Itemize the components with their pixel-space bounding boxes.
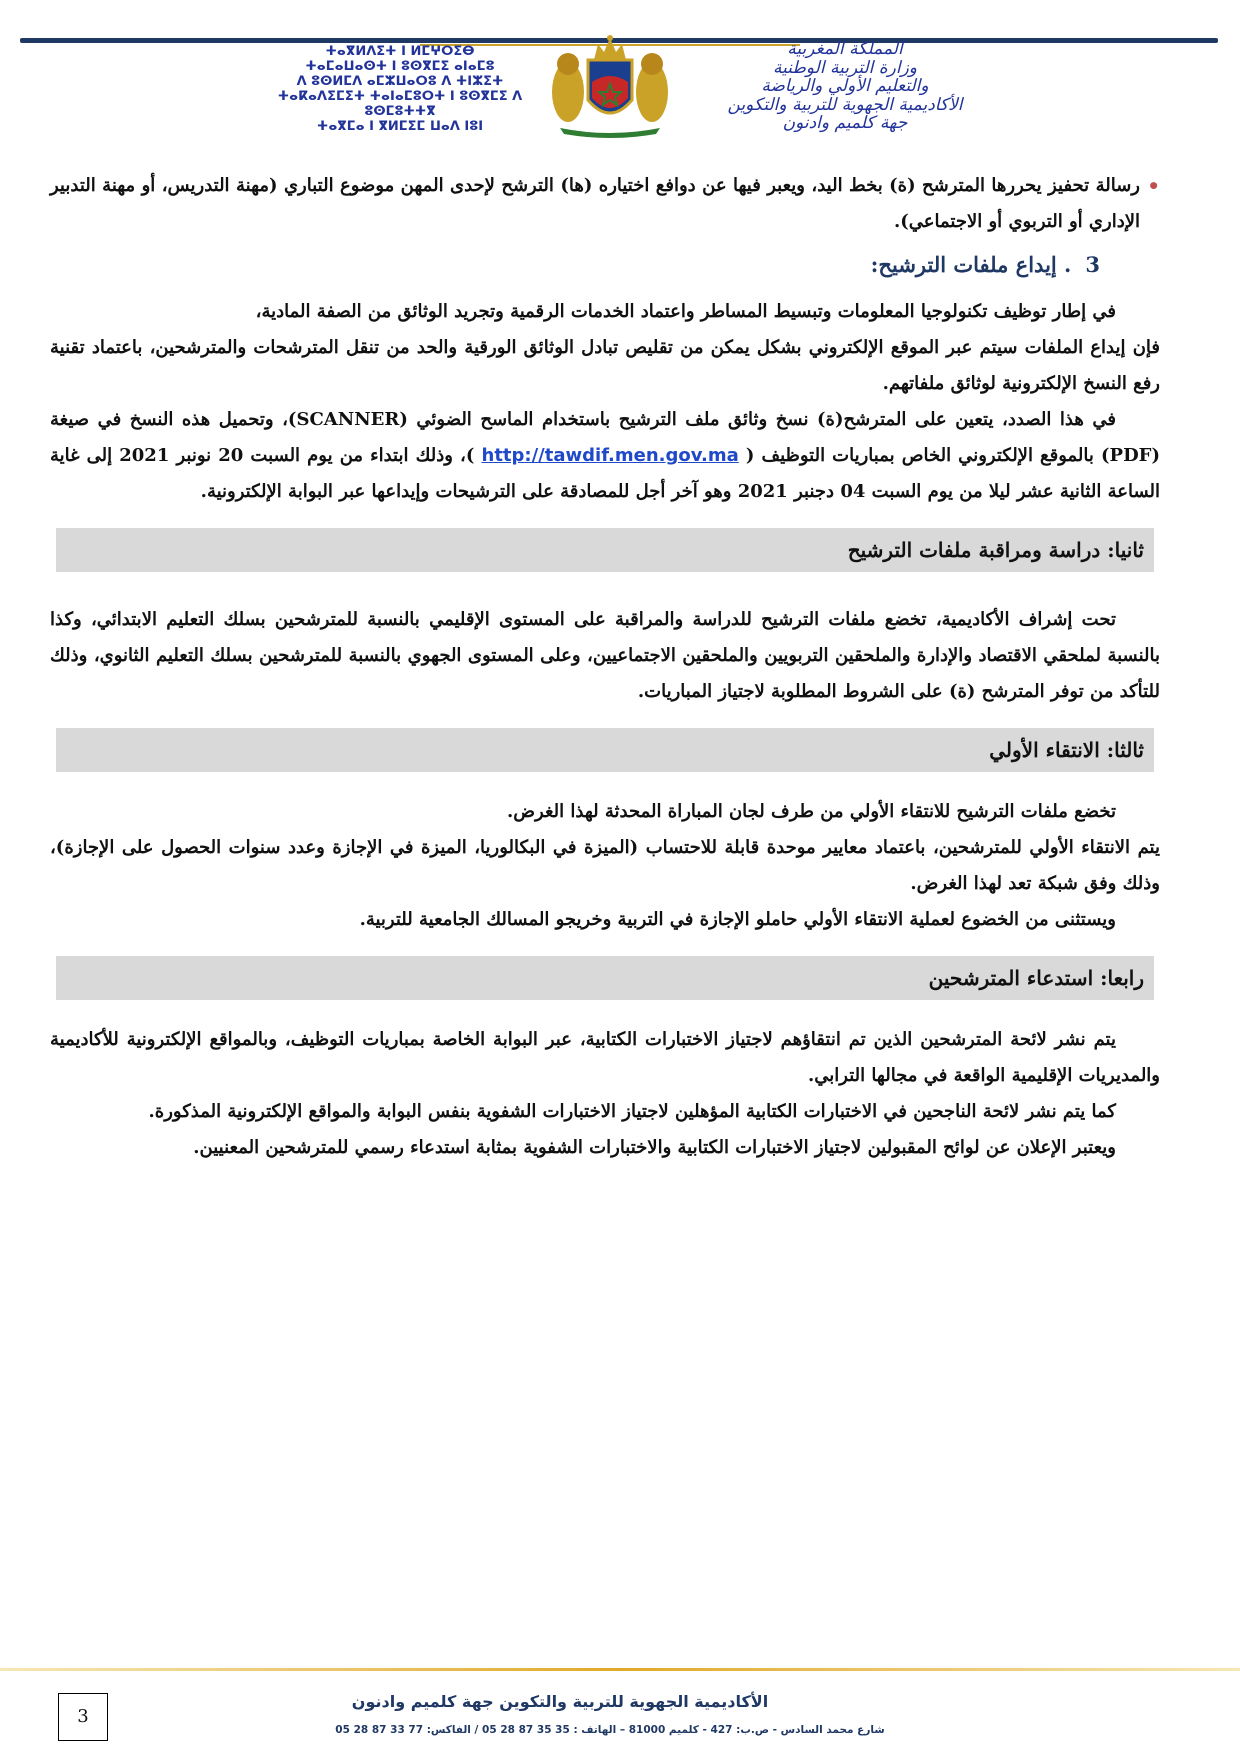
bullet-dot-icon: • [1147,174,1160,198]
header-tifinagh-line: ⵜⴰⴳⵍⴷⵉⵜ ⵏ ⵍⵎⵖⵔⵉⴱ [325,44,475,59]
paragraph: يتم الانتقاء الأولي للمترشحين، باعتماد معايير موحدة قابلة للاحتساب (الميزة في البكالوريا، الميزة في الإجازة وعدد سنوات الحصول على الإجازة)، وذلك وفق شبكة تعد لهذا الغرض. [50,837,1160,894]
header-arabic-line: جهة كلميم وادنون [782,113,908,133]
paragraph: ويعتبر الإعلان عن لوائح المقبولين لاجتياز الاختبارات الكتابية والاختبارات الشفوية بمثابة استدعاء رسمي للمترشحين المعنيين. [193,1137,1116,1158]
section-heading-band: ثالثا: الانتقاء الأولي [56,728,1154,772]
subsection-heading [50,246,1100,284]
moroccan-coat-of-arms-icon [540,30,680,140]
header-tifinagh-line: ⵜⴰⴳⵎⴰ ⵏ ⴳⵍⵎⵉⵎ ⵡⴰⴷ ⵏⵓⵏ [316,119,484,134]
header-arabic-line: وزارة التربية الوطنية [772,57,918,78]
header-arabic-line: والتعليم الأولي والرياضة [761,76,929,96]
paragraph: كما يتم نشر لائحة الناجحين في الاختبارات الكتابية المؤهلين لاجتياز الاختبارات الشفوية بنفس البوابة والمواقع الإلكترونية المذكورة. [148,1101,1116,1122]
paragraph: في إطار توظيف تكنولوجيا المعلومات وتبسيط المساطر واعتماد الخدمات الرقمية وتجريد الوثائق من الصفة المادية، [255,301,1116,322]
document-body [50,168,1160,1166]
header-tifinagh-line: ⵜⴰⵎⴰⵡⴰⵙⵜ ⵏ ⵓⵙⴳⵎⵉ ⴰⵏⴰⵎⵓ [305,59,495,74]
page-number: 3 [58,1693,108,1741]
paragraph: ويستثنى من الخضوع لعملية الانتقاء الأولي حاملو الإجازة في التربية وخريجو المسالك الجامعية للتربية. [359,909,1116,930]
footer-title: الأكاديمية الجهوية للتربية والتكوين جهة كلميم وادنون [351,1692,769,1711]
paragraph-text: في هذا الصدد، يتعين على المترشح(ة) نسخ وثائق ملف الترشيح باستخدام الماسح الضوئي (SCANNER)، وتحميل هذه النسخ في صيغة (PDF) بالموقع الإلكتروني الخاص بمباريات التوظيف ( [50,409,1160,466]
header-arabic-block [690,40,1000,133]
section-heading-band: ثانيا: دراسة ومراقبة ملفات الترشيح [56,528,1154,572]
header-arabic-line: المملكة المغربية [787,39,903,59]
paragraph: تحت إشراف الأكاديمية، تخضع ملفات الترشيح للدراسة والمراقبة على المستوى الإقليمي بالنسبة للمترشحين بسلك التعليم الابتدائي، وكذا بالنسبة لملحقي الاقتصاد والإدارة والملحقين التربويين والملحقين الاجتماعيين، وعلى المستوى الجهوي بالنسبة للمترشحين بسلك التعليم الثانوي، وذلك للتأكد من توفر المترشح (ة) على الشروط المطلوبة لاجتياز المباريات. [50,609,1160,702]
paragraph: يتم نشر لائحة المترشحين الذين تم انتقاؤهم لاجتياز الاختبارات الكتابية، عبر البوابة الخاصة بمباريات التوظيف، وبالمواقع الإلكترونية للأكاديمية والمديريات الإقليمية الواقعة في مجالها الترابي. [50,1029,1160,1086]
paragraph: تخضع ملفات الترشيح للانتقاء الأولي من طرف لجان المباراة المحدثة لهذا الغرض. [506,801,1116,822]
footer-address: شارع محمد السادس - ص.ب: 427 - كلميم 81000 – الهاتف : 35 35 87 28 05 / الفاكس: 77 33 87 28 05 [335,1724,885,1736]
paragraph: فإن إيداع الملفات سيتم عبر الموقع الإلكتروني بشكل يمكن من تقليص تبادل الوثائق الورقية والحد من تنقل المترشحات والمترشحين، باعتماد تقنية رفع النسخ الإلكترونية لوثائق ملفاتهم. [50,337,1160,394]
header-tifinagh-line: ⴷ ⵓⵙⵍⵎⴷ ⴰⵎⵣⵡⴰⵔⵓ ⴷ ⵜⵏⵣⵉⵜ [296,74,504,89]
paragraph-text: )، وذلك ابتداء من يوم السبت 20 نونبر 2021 إلى غاية الساعة الثانية عشر ليلا من يوم السبت 04 دجنبر 2021 وهو آخر أجل للمصادقة على الترشيحات وإيداعها عبر البوابة الإلكترونية. [50,445,1160,502]
header-tifinagh-block [250,44,550,134]
tawdif-link[interactable]: http://tawdif.men.gov.ma [481,445,739,466]
bullet-item [50,168,1160,240]
header-tifinagh-line: ⵜⴰⴽⴰⴷⵉⵎⵉⵜ ⵜⴰⵏⴰⵎⵓⵔⵜ ⵏ ⵓⵙⴳⵎⵉ ⴷ ⵓⵙⵎⵓⵜⵜⴳ [277,89,523,119]
subsection-title: . إيداع ملفات الترشيح: [870,252,1072,277]
paragraph [50,402,1160,510]
subsection-number: 3 [1085,252,1100,277]
bullet-text: رسالة تحفيز يحررها المترشح (ة) بخط اليد، ويعبر فيها عن دوافع اختياره (ها) الترشح لإحدى المهن موضوع التباري (مهنة التدريس، أو مهنة التدبير الإداري أو التربوي أو الاجتماعي). [50,175,1141,232]
section-heading-band: رابعا: استدعاء المترشحين [56,956,1154,1000]
header-arabic-line: الأكاديمية الجهوية للتربية والتكوين [727,94,963,115]
footer-rule [0,1668,1240,1671]
